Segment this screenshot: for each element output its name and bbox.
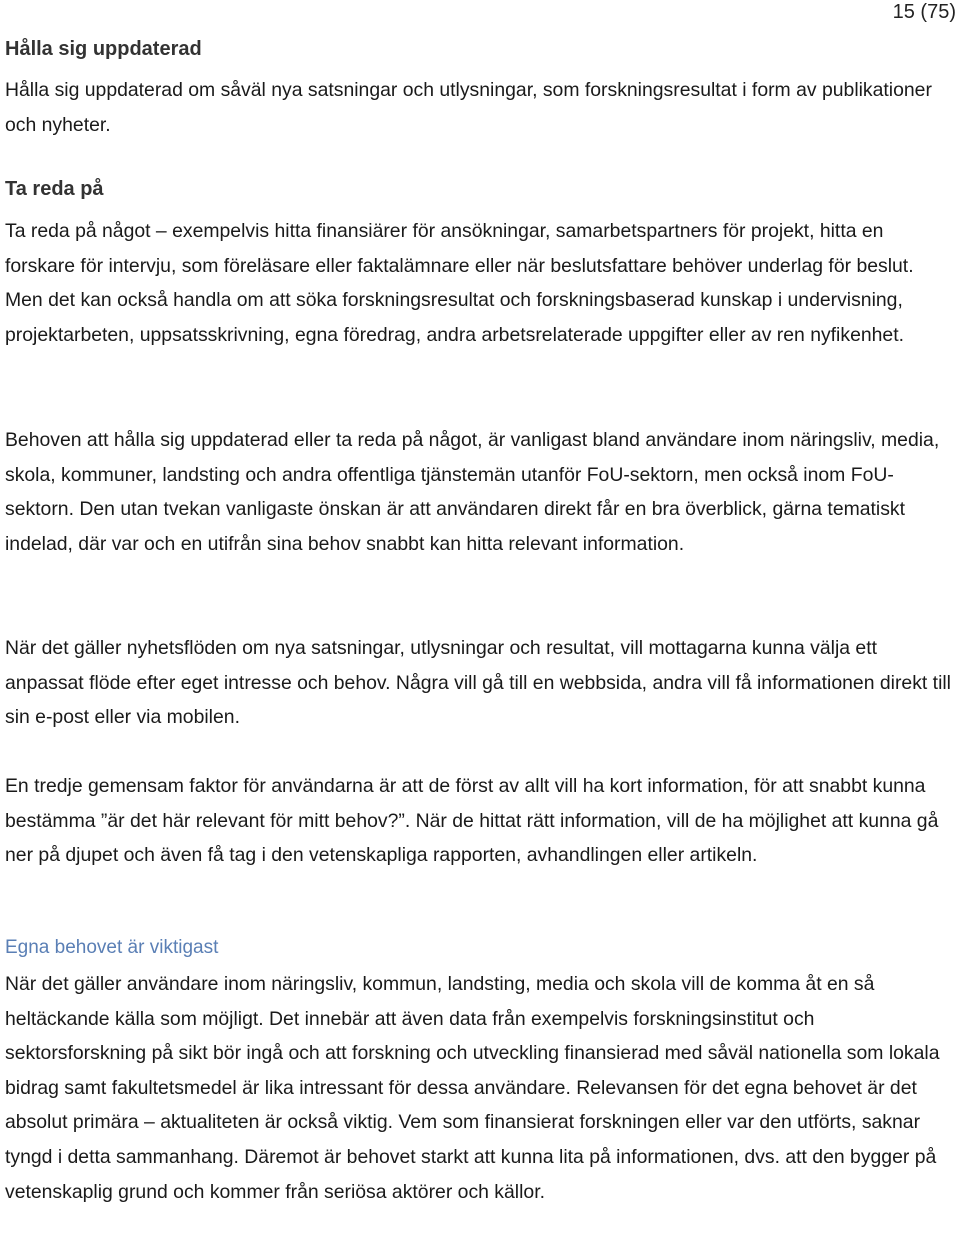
paragraph-halla-sig-uppdaterad: Hålla sig uppdaterad om såväl nya satsningar och utlysningar, som forskningsresultat i form av publikationer och nyheter. [5,79,932,136]
paragraph-ta-reda-pa: Ta reda på något – exempelvis hitta finansiärer för ansökningar, samarbetspartners för projekt, hitta en forskare för intervju, som föreläsare eller faktalämnare eller när beslutsfattare behöver underlag för beslut. Men det kan också handla om att söka forskningsresultat och forskningsbaserad kunskap i undervisning, projektarbeten, uppsatsskrivning, egna föredrag, andra arbetsrelaterade uppgifter eller av ren nyfikenhet. [5,220,914,346]
paragraph-egna-behovet: När det gäller användare inom näringsliv, kommun, landsting, media och skola vill de komma åt en så heltäckande källa som möjligt. Det innebär att även data från exempelvis forskningsinstitut och sektorsforskning på sikt bör ingå och att forskning och utveckling finansierad med såväl nationella som lokala bidrag samt fakultetsmedel är lika intressant för dessa användare. Relevansen för det egna behovet är det absolut primära – aktualiteten är också viktig. Vem som finansierat forskningen eller var den utförts, saknar tyngd i detta sammanhang. Däremot är behovet starkt att kunna lita på informationen, dvs. att den bygger på vetenskaplig grund och kommer från seriösa aktörer och källor. [5,973,940,1203]
heading-egna-behovet: Egna behovet är viktigast [5,937,219,958]
heading-ta-reda-pa: Ta reda på [5,178,104,200]
paragraph-behoven: Behoven att hålla sig uppdaterad eller ta reda på något, är vanligast bland användare inom näringsliv, media, skola, kommuner, landsting och andra offentliga tjänstemän utanför FoU-sektorn, men också inom FoU-sektorn. Den utan tvekan vanligaste önskan är att användaren direkt får en bra överblick, gärna tematiskt indelad, där var och en utifrån sina behov snabbt kan hitta relevant information. [5,429,940,555]
heading-halla-sig-uppdaterad: Hålla sig uppdaterad [5,38,202,60]
paragraph-tredje-faktor: En tredje gemensam faktor för användarna är att de först av allt vill ha kort information, för att snabbt kunna bestämma ”är det här relevant för mitt behov?”. När de hittat rätt information, vill de ha möjlighet att kunna gå ner på djupet och även få tag i den vetenskapliga rapporten, avhandlingen eller artikeln. [5,775,939,867]
page-number: 15 (75) [892,1,956,23]
paragraph-nyhetsfloden: När det gäller nyhetsflöden om nya satsningar, utlysningar och resultat, vill mottagarna kunna välja ett anpassat flöde efter eget intresse och behov. Några vill gå till en webbsida, andra vill få informationen direkt till sin e-post eller via mobilen. [5,637,951,729]
